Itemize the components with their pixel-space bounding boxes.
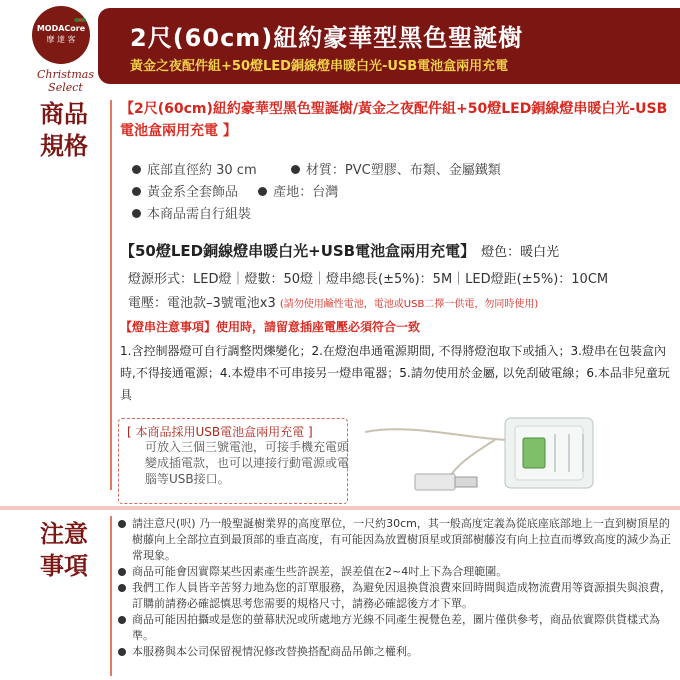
led-spec-line-1: 燈源形式：LED燈｜燈數：50燈｜燈串總長(±5%)：5M｜LED燈距(±5%)：10CM (128, 272, 609, 287)
bullet-dot-icon (132, 209, 141, 218)
note-text: 本服務與本公司保留視情況修改替換搭配商品吊飾之權利。 (132, 645, 418, 658)
spec-content (112, 98, 676, 222)
spec-bullet-row (132, 182, 672, 204)
note-item (118, 644, 674, 660)
spec-bullet: 產地：台灣 (273, 185, 339, 200)
note-item (118, 564, 674, 580)
usb-info-title: [ 本商品採用USB電池盒兩用充電 ] (127, 425, 313, 439)
bullet-dot-icon (258, 187, 267, 196)
spec-bullet: 底部直徑約 30 cm (147, 163, 257, 178)
usb-info-box (118, 418, 348, 504)
spec-bullet-list (132, 160, 672, 226)
led-section-title (120, 240, 680, 261)
note-text: 我們工作人員皆辛苦努力地為您的訂單服務，為避免因退換貨浪費來回時間與造成物流費用等資源損失與浪費，訂購前請務必確認慎思考您需要的規格尺寸，請務必確認後方才下單。 (132, 581, 671, 610)
spec-bullet: 材質：PVC塑膠、布類、金屬鐵類 (305, 163, 501, 178)
spec-bullet-row (132, 204, 672, 226)
warning-title: 【燈串注意事項】使用時，請留意插座電壓必須符合一致 (120, 320, 421, 334)
note-item (118, 612, 674, 644)
usb-battery-box-illustration (355, 412, 675, 504)
bullet-dot-icon (118, 648, 126, 656)
bullet-dot-icon (118, 520, 126, 528)
logo-sub-text: 摩 達 客 (46, 35, 76, 44)
bullet-dot-icon (118, 568, 126, 576)
spec-bullet: 本商品需自行組裝 (147, 207, 252, 222)
spec-section-label: 商品規格 (40, 100, 88, 160)
usb-info-text: 可放入三個三號電池，可接手機充電頭變成插電款，也可以連接行動電源或電腦等USB接口。 (145, 440, 350, 486)
title-banner (110, 8, 680, 84)
led-color-text: 燈色：暖白光 (481, 245, 560, 260)
led-voltage-note: (請勿使用鹼性電池，電池或USB二擇一供電，勿同時使用) (279, 299, 539, 310)
note-text: 請注意尺(呎) 乃一般聖誕樹業界的高度單位，一尺約30cm，其一般高度定義為從底座底部地上一直到樹頂星的樹藤向上全部拉直到最頂部的垂直高度，有可能因為放置樹頂星或頂部樹藤沒有向上拉直而導致高度的減少為正常現象。 (132, 517, 671, 562)
logo-script-text: Christmas Select (37, 68, 94, 94)
notes-section-label: 注意事項 (40, 520, 88, 580)
bullet-dot-icon (132, 165, 141, 174)
bullet-dot-icon (291, 165, 300, 174)
page-header (0, 0, 680, 94)
led-title-text: 【50燈LED銅線燈串暖白光+USB電池盒兩用充電】 (120, 242, 476, 260)
spec-headline: 【2尺(60cm)紐約豪華型黑色聖誕樹/黃金之夜配件組+50燈LED銅線燈串暖白光-USB電池盒兩用充電 】 (120, 101, 668, 139)
note-item (118, 516, 674, 564)
notes-list (118, 516, 674, 660)
page-subtitle: 黃金之夜配件組+50燈LED銅線燈串暖白光-USB電池盒兩用充電 (130, 59, 509, 74)
note-item (118, 580, 674, 612)
led-voltage-text: 電壓：電池款–3號電池x3 (128, 296, 276, 311)
spec-bullet-row (132, 160, 672, 182)
logo-brand-text: MODACore (36, 24, 86, 33)
spec-bullet: 黃金系全套飾品 (147, 185, 239, 200)
section-divider (0, 506, 680, 510)
brand-logo (18, 6, 108, 94)
spec-divider-line (110, 100, 112, 490)
notes-divider-line (110, 516, 112, 676)
holly-icon (74, 16, 86, 24)
page-title: 2尺(60cm)紐約豪華型黑色聖誕樹 (130, 24, 524, 52)
bullet-dot-icon (132, 187, 141, 196)
note-text: 商品可能會因實際某些因素產生些許誤差，誤差值在2~4吋上下為合理範圍。 (132, 565, 508, 578)
led-spec-line-2 (128, 292, 680, 311)
note-text: 商品可能因拍攝或是您的螢幕狀況或所處地方光線不同產生視覺色差，圖片僅供參考，商品依實際供貨樣式為準。 (132, 613, 660, 642)
warning-body: 1.含控制器燈可自行調整閃爍變化；2.在燈泡串通電源期間, 不得將燈泡取下或插入；3.燈串在包裝盒內時,不得接通電源；4.本燈串不可串接另一燈串電器；5.請勿使用於金屬, 以免刮破電線；6.本品非兒童玩具 (120, 344, 670, 402)
bullet-dot-icon (118, 584, 126, 592)
bullet-dot-icon (118, 616, 126, 624)
